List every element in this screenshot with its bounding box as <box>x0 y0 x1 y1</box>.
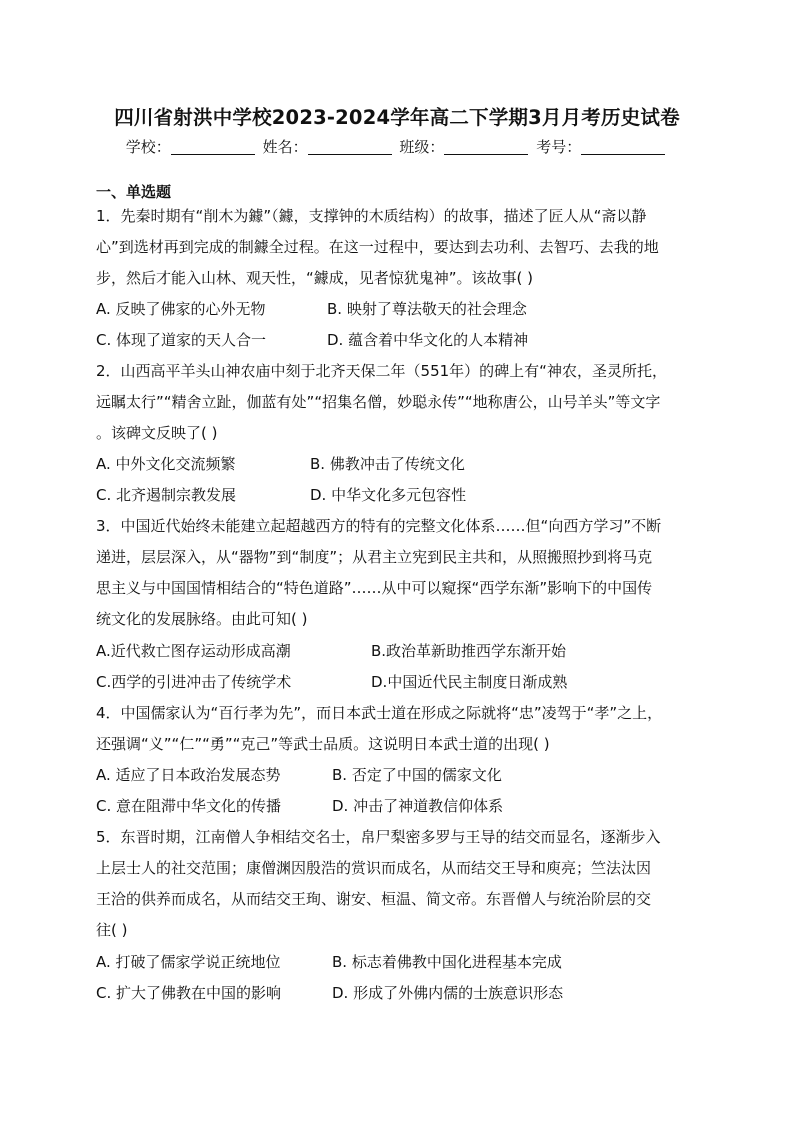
school-field[interactable] <box>171 139 255 155</box>
option-c[interactable]: C. 体现了道家的天人合一 <box>96 331 267 349</box>
option-b[interactable]: B. 映射了尊法敬天的社会理念 <box>327 300 527 318</box>
page-title: 四川省射洪中学校2023-2024学年高二下学期3月月考历史试卷 <box>114 106 680 129</box>
question-line: 5．东晋时期，江南僧人争相结交名士，帛尸梨密多罗与王导的结交而显名，逐渐步入 <box>96 828 661 846</box>
option-a[interactable]: A. 适应了日本政治发展态势 <box>96 766 281 784</box>
option-b[interactable]: B. 标志着佛教中国化进程基本完成 <box>332 953 562 971</box>
school-label: 学校： <box>125 138 171 156</box>
question-line: 4．中国儒家认为“百行孝为先”，而日本武士道在形成之际就将“忠”凌驾于“孝”之上， <box>96 704 663 722</box>
question-line: 1．先秦时期有“削木为鐻”（鐻，支撑钟的木质结构）的故事，描述了匠人从“斋以静 <box>96 207 647 225</box>
option-d[interactable]: D. 蕴含着中华文化的人本精神 <box>327 331 529 349</box>
option-c[interactable]: C. 意在阻滞中华文化的传播 <box>96 797 282 815</box>
question-line: 王洽的供养而成名，从而结交王珣、谢安、桓温、简文帝。东晋僧人与统治阶层的交 <box>96 890 652 908</box>
question-line: 统文化的发展脉络。由此可知( ) <box>96 610 308 628</box>
question-line: 上层士人的社交范围；康僧渊因殷浩的赏识而成名，从而结交王导和庾亮；竺法汰因 <box>96 859 652 877</box>
name-field[interactable] <box>308 139 392 155</box>
option-a[interactable]: A. 中外文化交流频繁 <box>96 455 236 473</box>
question-line: 。该碑文反映了( ) <box>96 424 218 442</box>
question-line: 步，然后才能入山林、观天性，“鐻成，见者惊犹鬼神”。该故事( ) <box>96 269 534 287</box>
option-b[interactable]: B. 否定了中国的儒家文化 <box>332 766 502 784</box>
name-label: 姓名： <box>262 138 308 156</box>
question-line: 递进，层层深入，从“器物”到“制度”；从君主立宪到民主共和，从照搬照抄到将马克 <box>96 548 653 566</box>
option-b[interactable]: B. 佛教冲击了传统文化 <box>310 455 465 473</box>
student-info <box>0 136 794 157</box>
question-line: 心”到选材再到完成的制鐻全过程。在这一过程中，要达到去功利、去智巧、去我的地 <box>96 238 659 256</box>
number-label: 考号： <box>536 138 582 156</box>
question-line: 往( ) <box>96 921 128 939</box>
option-a[interactable]: A. 反映了佛家的心外无物 <box>96 300 266 318</box>
option-c[interactable]: C.西学的引进冲击了传统学术 <box>96 673 292 691</box>
question-line: 思主义与中国国情相结合的“特色道路”……从中可以窥探“西学东渐”影响下的中国传 <box>96 579 653 597</box>
section-heading: 一、单选题 <box>96 183 172 201</box>
question-line: 2．山西高平羊头山神农庙中刻于北齐天保二年（551年）的碑上有“神农，圣灵所托， <box>96 362 667 380</box>
option-c[interactable]: C. 扩大了佛教在中国的影响 <box>96 984 282 1002</box>
option-d[interactable]: D.中国近代民主制度日渐成熟 <box>371 673 568 691</box>
class-label: 班级： <box>399 138 445 156</box>
option-d[interactable]: D. 中华文化多元包容性 <box>310 486 467 504</box>
option-d[interactable]: D. 冲击了神道教信仰体系 <box>332 797 504 815</box>
option-a[interactable]: A.近代救亡图存运动形成高潮 <box>96 642 291 660</box>
question-line: 远瞩太行”“精舍立趾，伽蓝有处”“招集名僧，妙聪永传”“地称唐公，山号羊头”等文字 <box>96 393 661 411</box>
question-line: 还强调“义”“仁”“勇”“克己”等武士品质。这说明日本武士道的出现( ) <box>96 735 550 753</box>
option-b[interactable]: B.政治革新助推西学东渐开始 <box>371 642 567 660</box>
option-d[interactable]: D. 形成了外佛内儒的士族意识形态 <box>332 984 564 1002</box>
number-field[interactable] <box>581 139 665 155</box>
option-c[interactable]: C. 北齐遏制宗教发展 <box>96 486 237 504</box>
class-field[interactable] <box>444 139 528 155</box>
option-a[interactable]: A. 打破了儒家学说正统地位 <box>96 953 281 971</box>
question-line: 3．中国近代始终未能建立起超越西方的特有的完整文化体系……但“向西方学习”不断 <box>96 517 662 535</box>
